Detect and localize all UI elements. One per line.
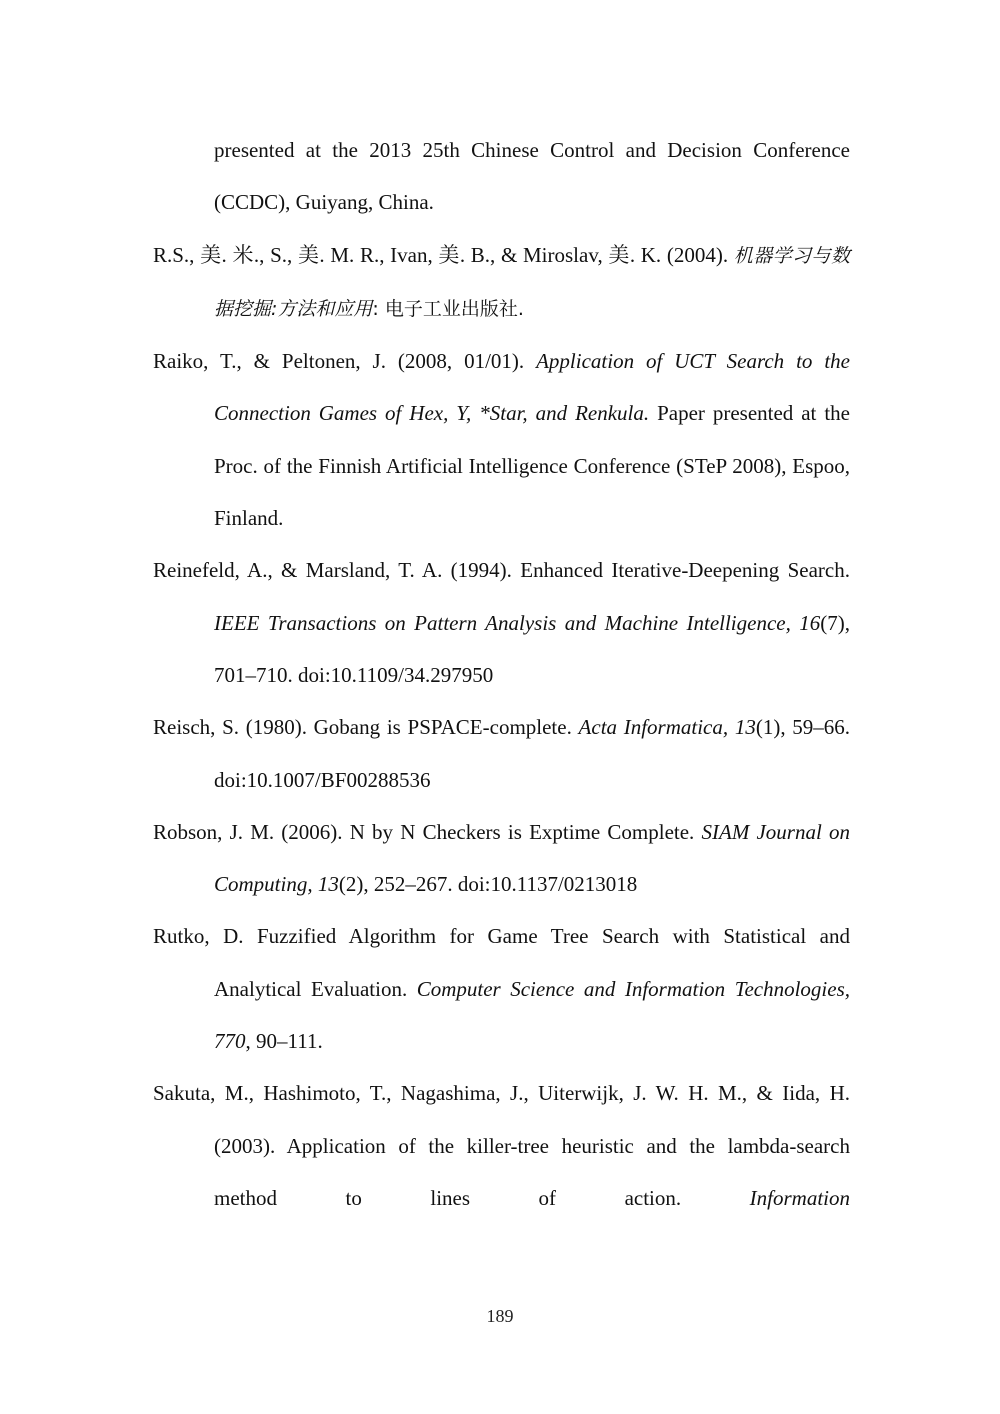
page-number: 189 xyxy=(486,1306,514,1326)
reference-title: Application of UCT Search to the Connection Games of Hex, Y, *Star, and Renkula. xyxy=(214,349,850,426)
reference-entry-rutko xyxy=(153,910,850,1067)
reference-lead: Robson, J. M. (2006). N by N Checkers is Exptime Complete. xyxy=(153,819,695,844)
reference-tail: (2), 252–267. doi:10.1137/0213018 xyxy=(338,872,638,897)
reference-title: 机器学习与数据挖掘:方法和应用 xyxy=(214,244,850,320)
reference-tail: (7), 701–710. doi:10.1109/34.297950 xyxy=(214,610,850,687)
reference-lead: Rutko, D. Fuzzified Algorithm for Game Tree Search with Statistical and Analytical Evaluation. xyxy=(153,924,850,1001)
reference-journal: IEEE Transactions on Pattern Analysis and Machine Intelligence, 16 xyxy=(214,610,821,635)
reference-authors: Raiko, T., & Peltonen, J. (2008, 01/01). xyxy=(153,349,525,374)
reference-journal: Acta Informatica, 13 xyxy=(578,715,756,740)
reference-rest: Paper presented at the Proc. of the Finnish Artificial Intelligence Conference (STeP 2008), Espoo, Finland. xyxy=(214,401,850,531)
reference-lead: Reisch, S. (1980). Gobang is PSPACE-complete. xyxy=(153,715,572,740)
reference-entry-rs-2004 xyxy=(153,229,850,336)
reference-journal: Information xyxy=(749,1185,851,1210)
reference-entry-ccdc-continuation xyxy=(153,124,850,229)
reference-entry-reisch-1980 xyxy=(153,701,850,806)
reference-authors: R.S., 美. 米., S., 美. M. R., Ivan, 美. B., & Miroslav, 美. K. (2004). xyxy=(153,242,729,267)
reference-tail: (1), 59–66. doi:10.1007/BF00288536 xyxy=(214,715,851,792)
reference-entry-robson-2006 xyxy=(153,806,850,911)
reference-entry-sakuta-2003 xyxy=(153,1067,850,1224)
reference-entry-reinefeld-1994 xyxy=(153,544,850,701)
reference-lead: Reinefeld, A., & Marsland, T. A. (1994). Enhanced Iterative-Deepening Search. xyxy=(153,558,850,583)
reference-text: presented at the 2013 25th Chinese Control and Decision Conference (CCDC), Guiyang, China. xyxy=(214,138,850,215)
reference-list xyxy=(153,124,850,1224)
reference-lead: Sakuta, M., Hashimoto, T., Nagashima, J., Uiterwijk, J. W. H. M., & Iida, H. (2003). Application of the killer-tree heuristic and the lambda-search method to lines of action. xyxy=(153,1081,850,1210)
reference-entry-raiko-2008 xyxy=(153,335,850,544)
reference-publisher: : 电子工业出版社. xyxy=(372,297,524,320)
reference-journal: Computer Science and Information Technologies, 770 xyxy=(214,976,850,1054)
reference-tail: , 90–111. xyxy=(245,1029,323,1054)
reference-journal: SIAM Journal on Computing, 13 xyxy=(214,819,850,897)
